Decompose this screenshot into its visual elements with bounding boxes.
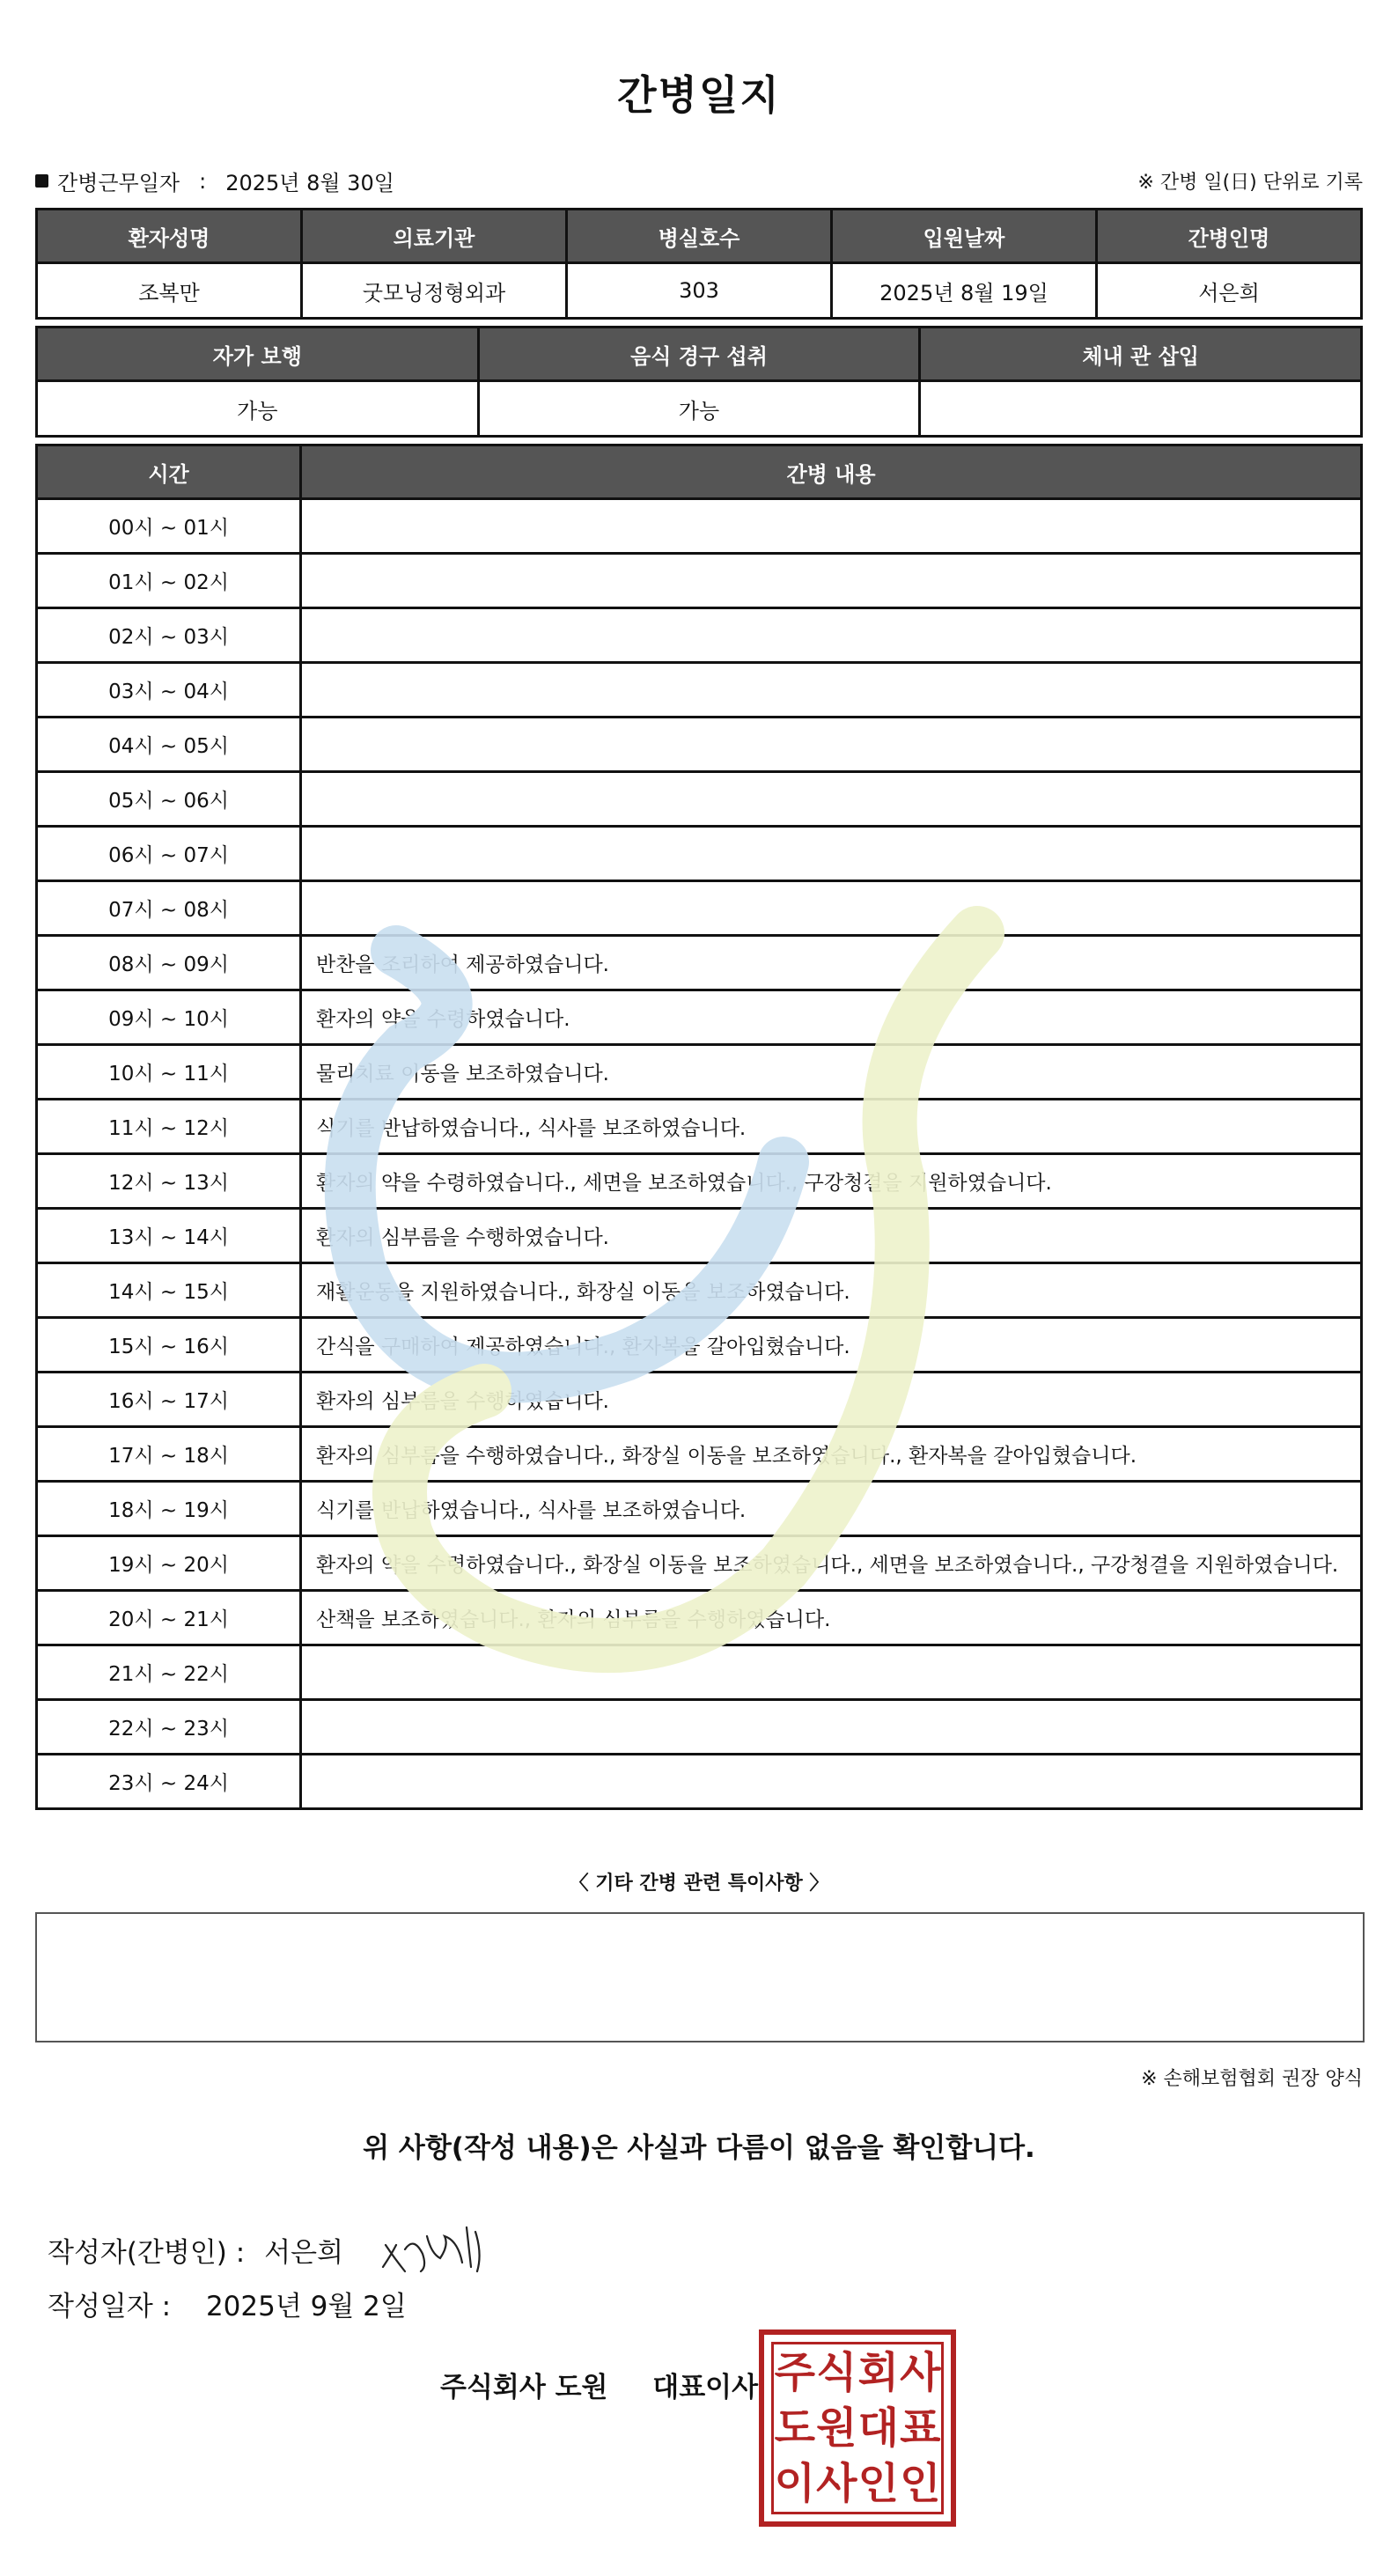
seal-character: 인 xyxy=(900,2459,941,2509)
care-content xyxy=(301,608,1362,663)
writer-name: 서은희 xyxy=(264,2236,344,2269)
hour-slot: 17시 ~ 18시 xyxy=(37,1427,301,1482)
care-content: 환자의 약을 수령하였습니다., 화장실 이동을 보조하였습니다., 세면을 보조하였습니다., 구강청결을 지원하였습니다. xyxy=(301,1536,1362,1591)
header-admission-date: 입원날짜 xyxy=(832,210,1097,263)
table-row xyxy=(37,1755,1362,1809)
tube-value xyxy=(920,381,1362,437)
hour-slot: 15시 ~ 16시 xyxy=(37,1318,301,1373)
seal-character: 주 xyxy=(774,2347,815,2397)
room-number: 303 xyxy=(567,263,832,319)
care-content xyxy=(301,718,1362,772)
hour-slot: 20시 ~ 21시 xyxy=(37,1591,301,1645)
hour-slot: 00시 ~ 01시 xyxy=(37,499,301,554)
care-content: 물리치료 이동을 보조하였습니다. xyxy=(301,1045,1362,1100)
company-line xyxy=(440,2365,758,2404)
bullet-square-icon xyxy=(35,174,48,188)
care-content: 반찬을 조리하여 제공하였습니다. xyxy=(301,936,1362,990)
work-date-separator: : xyxy=(199,168,207,194)
hour-slot: 07시 ~ 08시 xyxy=(37,881,301,936)
writer-line xyxy=(48,2219,493,2280)
other-notes-title: 〈 기타 간병 관련 특이사항 〉 xyxy=(569,1873,829,1895)
signature-image xyxy=(379,2219,493,2280)
page-title: 간병일지 xyxy=(617,71,781,119)
header-time: 시간 xyxy=(37,445,301,499)
care-content: 식기를 반납하였습니다., 식사를 보조하였습니다. xyxy=(301,1100,1362,1154)
table-row xyxy=(37,718,1362,772)
hour-slot: 09시 ~ 10시 xyxy=(37,990,301,1045)
care-content: 재활운동을 지원하였습니다., 화장실 이동을 보조하였습니다. xyxy=(301,1263,1362,1318)
hour-slot: 11시 ~ 12시 xyxy=(37,1100,301,1154)
other-notes-box xyxy=(35,1912,1365,2042)
hour-slot: 16시 ~ 17시 xyxy=(37,1373,301,1427)
care-content: 환자의 심부름을 수행하였습니다. xyxy=(301,1209,1362,1263)
work-date-value: 2025년 8월 30일 xyxy=(225,171,394,195)
hour-slot: 02시 ~ 03시 xyxy=(37,608,301,663)
seal-character: 인 xyxy=(857,2459,899,2509)
work-date-label: 간병근무일자 xyxy=(57,171,180,195)
care-content: 환자의 약을 수령하였습니다. xyxy=(301,990,1362,1045)
admission-date: 2025년 8월 19일 xyxy=(832,263,1097,319)
hour-slot: 19시 ~ 20시 xyxy=(37,1536,301,1591)
hour-slot: 05시 ~ 06시 xyxy=(37,772,301,827)
walking-value: 가능 xyxy=(37,381,479,437)
hour-slot: 14시 ~ 15시 xyxy=(37,1263,301,1318)
seal-character: 사 xyxy=(816,2459,857,2509)
seal-character: 원 xyxy=(816,2403,857,2453)
patient-name: 조복만 xyxy=(37,263,302,319)
hour-slot: 23시 ~ 24시 xyxy=(37,1755,301,1809)
table-row xyxy=(37,663,1362,718)
hour-slot: 22시 ~ 23시 xyxy=(37,1700,301,1755)
table-row xyxy=(37,772,1362,827)
unit-note: ※ 간병 일(日) 단위로 기록 xyxy=(1137,172,1363,194)
header-room: 병실호수 xyxy=(567,210,832,263)
hour-slot: 12시 ~ 13시 xyxy=(37,1154,301,1209)
hour-slot: 08시 ~ 09시 xyxy=(37,936,301,990)
care-content xyxy=(301,772,1362,827)
header-patient-name: 환자성명 xyxy=(37,210,302,263)
written-date-value: 2025년 9월 2일 xyxy=(205,2291,407,2322)
hour-slot: 10시 ~ 11시 xyxy=(37,1045,301,1100)
watermark-blue-swoosh xyxy=(350,951,784,1378)
hour-slot: 01시 ~ 02시 xyxy=(37,554,301,608)
care-content: 간식을 구매하여 제공하였습니다., 환자복을 갈아입혔습니다. xyxy=(301,1318,1362,1373)
seal-character: 회 xyxy=(857,2347,899,2397)
company-seal xyxy=(759,2329,956,2527)
care-content: 환자의 심부름을 수행하였습니다. xyxy=(301,1373,1362,1427)
written-date-label: 작성일자 : xyxy=(48,2291,172,2322)
association-note: ※ 손해보험협회 권장 양식 xyxy=(1141,2068,1363,2090)
table-row xyxy=(37,499,1362,554)
oral-intake-value: 가능 xyxy=(478,381,920,437)
seal-character: 표 xyxy=(900,2403,941,2453)
company-ceo-title: 대표이사 xyxy=(652,2372,759,2403)
table-row xyxy=(37,608,1362,663)
header-tube: 체내 관 삽입 xyxy=(920,328,1362,381)
header-caregiver: 간병인명 xyxy=(1097,210,1362,263)
table-row xyxy=(37,827,1362,881)
seal-character: 사 xyxy=(900,2347,941,2397)
seal-character: 이 xyxy=(774,2459,815,2509)
hour-slot: 21시 ~ 22시 xyxy=(37,1645,301,1700)
watermark-logo xyxy=(291,898,1083,1708)
care-content: 환자의 심부름을 수행하였습니다., 화장실 이동을 보조하였습니다., 환자복을 갈아입혔습니다. xyxy=(301,1427,1362,1482)
header-oral-intake: 음식 경구 섭취 xyxy=(478,328,920,381)
hour-slot: 06시 ~ 07시 xyxy=(37,827,301,881)
seal-character: 대 xyxy=(857,2403,899,2453)
care-content: 환자의 약을 수령하였습니다., 세면을 보조하였습니다., 구강청결을 지원하였습니다. xyxy=(301,1154,1362,1209)
company-name: 주식회사 도원 xyxy=(440,2372,608,2403)
seal-character: 식 xyxy=(816,2347,857,2397)
header-hospital: 의료기관 xyxy=(302,210,567,263)
care-content xyxy=(301,827,1362,881)
care-content: 식기를 반납하였습니다., 식사를 보조하였습니다. xyxy=(301,1482,1362,1536)
care-content xyxy=(301,663,1362,718)
care-content xyxy=(301,499,1362,554)
hour-slot: 03시 ~ 04시 xyxy=(37,663,301,718)
header-walking: 자가 보행 xyxy=(37,328,479,381)
written-date-line xyxy=(48,2284,407,2323)
caregiver-name: 서은희 xyxy=(1097,263,1362,319)
work-date xyxy=(35,166,394,196)
seal-character: 도 xyxy=(774,2403,815,2453)
writer-label: 작성자(간병인) : xyxy=(48,2236,246,2269)
ability-table xyxy=(35,326,1363,438)
care-content: 산책을 보조하였습니다., 환자의 심부름을 수행하였습니다. xyxy=(301,1591,1362,1645)
confirmation-statement: 위 사항(작성 내용)은 사실과 다름이 없음을 확인합니다. xyxy=(363,2132,1035,2164)
table-row xyxy=(37,554,1362,608)
care-content xyxy=(301,554,1362,608)
patient-info-table xyxy=(35,208,1363,320)
hospital-name: 굿모닝정형외과 xyxy=(302,263,567,319)
hour-slot: 13시 ~ 14시 xyxy=(37,1209,301,1263)
hour-slot: 18시 ~ 19시 xyxy=(37,1482,301,1536)
hour-slot: 04시 ~ 05시 xyxy=(37,718,301,772)
header-care-content: 간병 내용 xyxy=(301,445,1362,499)
care-content xyxy=(301,1755,1362,1809)
